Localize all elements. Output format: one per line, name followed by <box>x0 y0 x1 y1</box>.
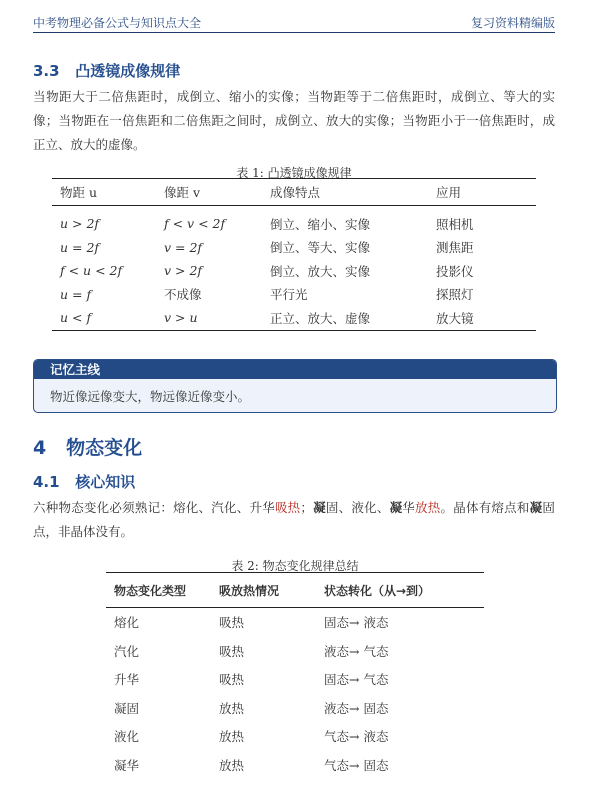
text-run: ； <box>300 500 313 515</box>
memory-box <box>33 359 557 413</box>
section-number: 4 <box>33 437 47 459</box>
table-cell: 探照灯 <box>436 287 474 303</box>
table-header-cell: 状态转化（从→到） <box>316 573 484 608</box>
table-row <box>106 637 484 666</box>
table-cell: 升华 <box>114 672 140 688</box>
paragraph-imaging-rules: 当物距大于二倍焦距时，成倒立、缩小的实像；当物距等于二倍焦距时，成倒立、等大的实像；当物距在一倍焦距和二倍焦距之间时，成倒立、放大的实像；当物距小于一倍焦距时，成正立、放大的虚像。 <box>33 89 555 152</box>
table-cell: 投影仪 <box>436 263 474 279</box>
table-cell: 固态→ 液态 <box>324 615 389 631</box>
table-row <box>52 259 536 283</box>
table-header-row <box>52 179 536 206</box>
table-cell: 放热 <box>219 729 245 745</box>
table-cell: v = 2f <box>164 239 203 255</box>
table-cell: 放大镜 <box>436 310 474 326</box>
table-cell: v > u <box>164 310 198 326</box>
table-cell: v > 2f <box>164 263 203 279</box>
text-run: 华 <box>402 500 416 515</box>
section-title: 物态变化 <box>66 437 143 459</box>
table-cell: 测焦距 <box>436 240 474 256</box>
table-row <box>106 665 484 694</box>
table-header-cell: 物距 u <box>52 179 156 206</box>
table-header-cell: 成像特点 <box>262 179 428 206</box>
table-cell: 吸热 <box>219 615 245 631</box>
table-cell: 照相机 <box>436 216 474 232</box>
section-number: 3.3 <box>33 62 60 80</box>
table-cell: f < u < 2f <box>60 263 123 279</box>
table-cell: 气态→ 液态 <box>324 729 389 745</box>
table-cell: 倒立、等大、实像 <box>270 240 371 256</box>
table-cell: 液态→ 气态 <box>324 643 389 659</box>
table-cell: 正立、放大、虚像 <box>270 310 371 326</box>
table2-caption: 表 2: 物态变化规律总结 <box>231 559 359 573</box>
table-cell: 凝固 <box>114 700 140 716</box>
table-row <box>52 236 536 260</box>
table-header-row <box>106 573 484 608</box>
table-cell: 汽化 <box>114 643 140 659</box>
table-cell: u > 2f <box>60 216 100 232</box>
table-row <box>52 283 536 307</box>
text-run-highlight: 吸热 <box>274 500 301 515</box>
table-row <box>52 306 536 330</box>
memory-box-title: 记忆主线 <box>34 360 556 379</box>
table-cell: 平行光 <box>270 287 308 303</box>
table-cell: u < f <box>60 310 92 326</box>
table1-caption: 表 1: 凸透镜成像规律 <box>236 166 352 180</box>
table-cell: 固态→ 气态 <box>324 672 389 688</box>
text-run-bold: 凝 <box>529 500 543 515</box>
text-run-bold: 凝 <box>312 500 326 515</box>
section-number: 4.1 <box>33 473 60 491</box>
table-cell: 凝华 <box>114 757 140 773</box>
paragraph-state-changes <box>33 496 555 544</box>
memory-box-body: 物近像远像变大，物远像近像变小。 <box>50 389 251 404</box>
table-cell: 吸热 <box>219 672 245 688</box>
section-heading-4 <box>33 433 142 460</box>
table-cell: 倒立、缩小、实像 <box>270 216 371 232</box>
table-row <box>106 694 484 723</box>
section-heading-4-1 <box>33 471 135 492</box>
table-cell: 液化 <box>114 729 140 745</box>
table-header-cell: 物态变化类型 <box>106 573 211 608</box>
text-run: 六种物态变化必须熟记：熔化、汽化、升华 <box>33 500 275 515</box>
table-convex-lens <box>52 178 536 331</box>
table-header-cell: 像距 v <box>156 179 262 206</box>
text-run: 固点，非晶体没有。 <box>33 500 555 539</box>
table-row <box>106 751 484 780</box>
table-row <box>106 608 484 637</box>
text-run-highlight: 放热 <box>415 500 441 515</box>
table-cell: 放热 <box>219 700 245 716</box>
table-cell: 液态→ 固态 <box>324 700 389 716</box>
table-cell: f < v < 2f <box>164 216 226 232</box>
section-title: 核心知识 <box>75 473 136 491</box>
table-cell: 熔化 <box>114 615 140 631</box>
header-subtitle: 复习资料精编版 <box>470 16 555 30</box>
table-cell: 吸热 <box>219 643 245 659</box>
table-state-changes <box>106 572 484 779</box>
table-cell: u = f <box>60 286 92 302</box>
table-cell: 气态→ 固态 <box>324 757 389 773</box>
table-cell: 不成像 <box>164 287 202 303</box>
table-header-cell: 应用 <box>428 179 536 206</box>
text-run: 。晶体有熔点和 <box>440 500 530 515</box>
table-cell: u = 2f <box>60 239 100 255</box>
page-header <box>33 12 555 33</box>
table-row <box>106 722 484 751</box>
section-heading-3-3 <box>33 60 180 81</box>
section-title: 凸透镜成像规律 <box>75 62 181 80</box>
text-run-bold: 凝 <box>389 500 403 515</box>
text-run: 固、液化、 <box>325 500 390 515</box>
table-row <box>52 206 536 236</box>
table-header-cell: 吸放热情况 <box>211 573 316 608</box>
table-cell: 放热 <box>219 757 245 773</box>
header-title: 中考物理必备公式与知识点大全 <box>33 16 202 30</box>
table-cell: 倒立、放大、实像 <box>270 263 371 279</box>
